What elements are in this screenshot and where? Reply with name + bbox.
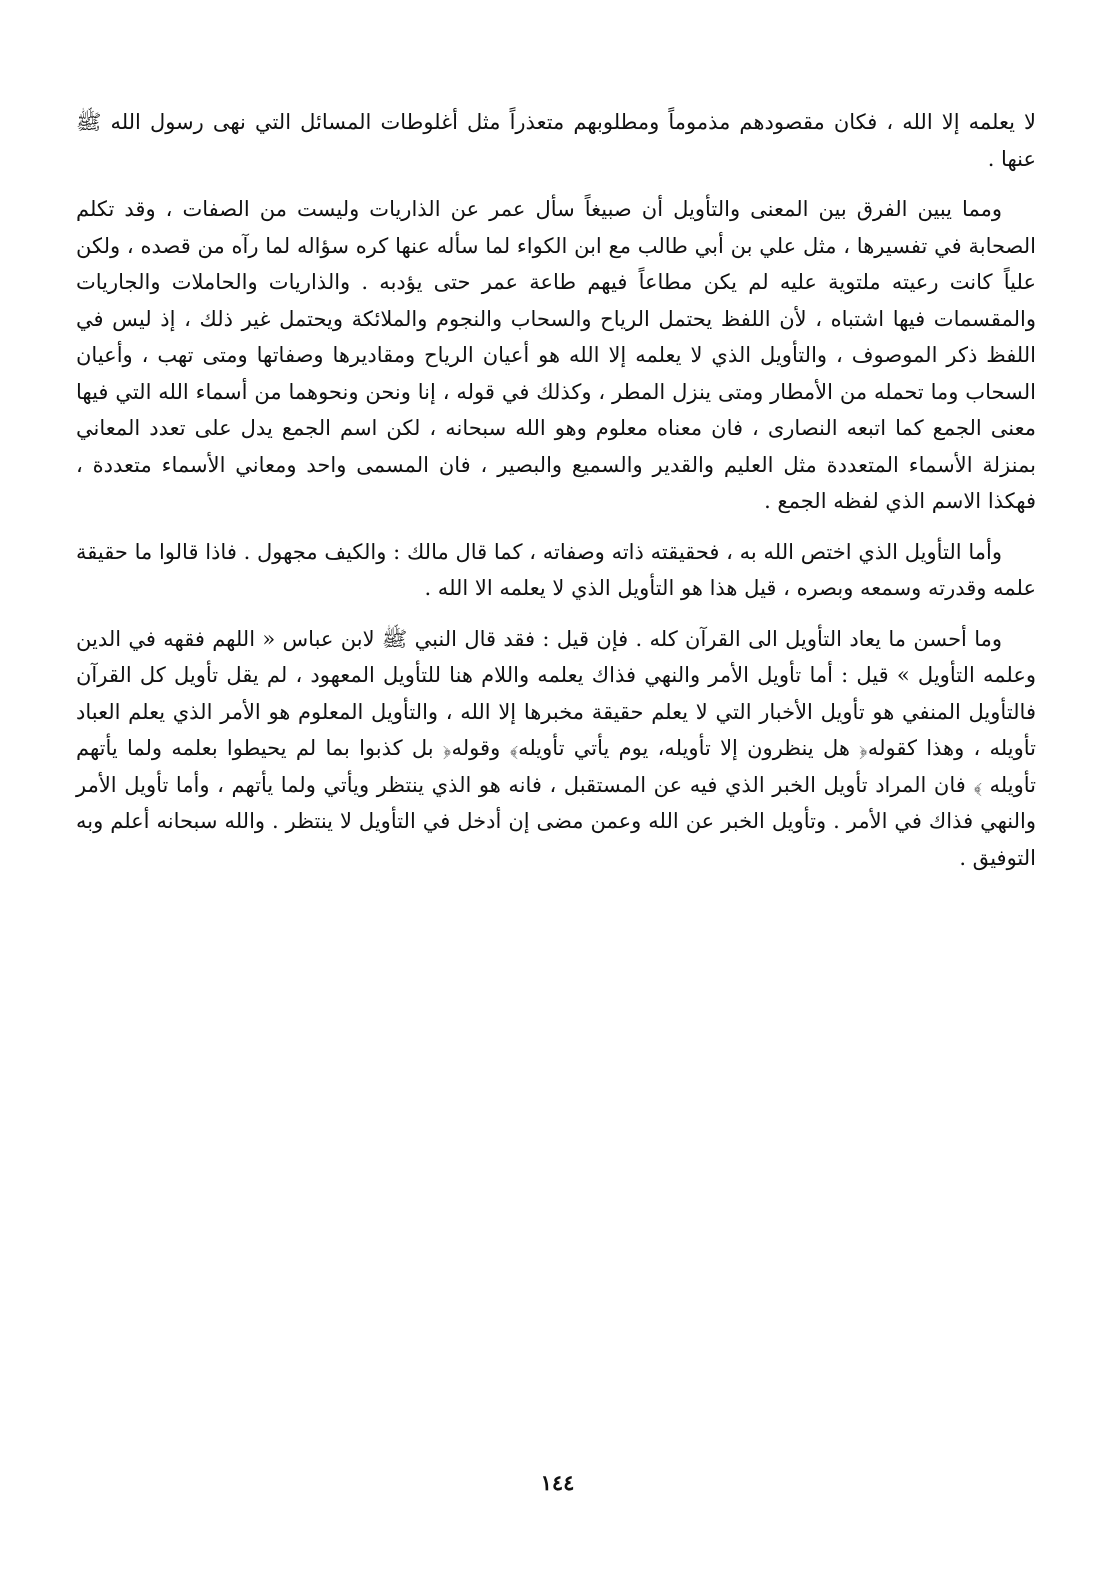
- paragraph-2: ومما يبين الفرق بين المعنى والتأويل أن صبيغاً سأل عمر عن الذاريات وليست من الصفات ، وقد تكلم الصحابة في تفسيرها ، مثل علي بن أبي طالب مع ابن الكواء لما سأله عنها كره سؤاله لما رآه من قصده ، ولكن علياً كانت رعيته ملتوية عليه لم يكن مطاعاً فيهم طاعة عمر حتى يؤدبه . والذاريات والحاملات والجاريات والمقسمات فيها اشتباه ، لأن اللفظ يحتمل الرياح والسحاب والنجوم والملائكة ويحتمل غير ذلك ، إذ ليس في اللفظ ذكر الموصوف ، والتأويل الذي لا يعلمه إلا الله هو أعيان الرياح ومقاديرها وصفاتها ومتى تهب ، وأعيان السحاب وما تحمله من الأمطار ومتى ينزل المطر ، وكذلك في قوله ، إنا ونحن ونحوهما من أسماء الله التي فيها معنى الجمع كما اتبعه النصارى ، فان معناه معلوم وهو الله سبحانه ، لكن اسم الجمع يدل على تعدد المعاني بمنزلة الأسماء المتعددة مثل العليم والقدير والسميع والبصير ، فان المسمى واحد ومعاني الأسماء متعددة ، فهكذا الاسم الذي لفظه الجمع .: [76, 197, 1036, 513]
- paragraph-4: وما أحسن ما يعاد التأويل الى القرآن كله . فإن قيل : فقد قال النبي ﷺ لابن عباس « اللهم فقهه في الدين وعلمه التأويل » قيل : أما تأويل الأمر والنهي فذاك يعلمه واللام هنا للتأويل المعهود ، لم يقل تأويل كل القرآن فالتأويل المنفي هو تأويل الأخبار التي لا يعلم حقيقة مخبرها إلا الله ، والتأويل المعلوم هو الأمر الذي يعلم العباد تأويله ، وهذا كقوله﴿ هل ينظرون إلا تأويله، يوم يأتي تأويله﴾ وقوله﴿ بل كذبوا بما لم يحيطوا بعلمه ولما يأتهم تأويله ﴾ فان المراد تأويل الخبر الذي فيه عن المستقبل ، فانه هو الذي ينتظر ويأتي ولما يأتهم ، وأما تأويل الأمر والنهي فذاك في الأمر . وتأويل الخبر عن الله وعمن مضى إن أدخل في التأويل لا ينتظر . والله سبحانه أعلم وبه التوفيق .: [76, 626, 1036, 870]
- paragraph-1: لا يعلمه إلا الله ، فكان مقصودهم مذموماً ومطلوبهم متعذراً مثل أغلوطات المسائل التي نهى رسول الله ﷺ عنها .: [76, 110, 1036, 171]
- body-text: [76, 104, 1036, 890]
- page-number: ١٤٤: [540, 1470, 575, 1495]
- paragraph-3: وأما التأويل الذي اختص الله به ، فحقيقته ذاته وصفاته ، كما قال مالك : والكيف مجهول . فاذا قالوا ما حقيقة علمه وقدرته وسمعه وبصره ، قيل هذا هو التأويل الذي لا يعلمه الا الله .: [76, 539, 1036, 600]
